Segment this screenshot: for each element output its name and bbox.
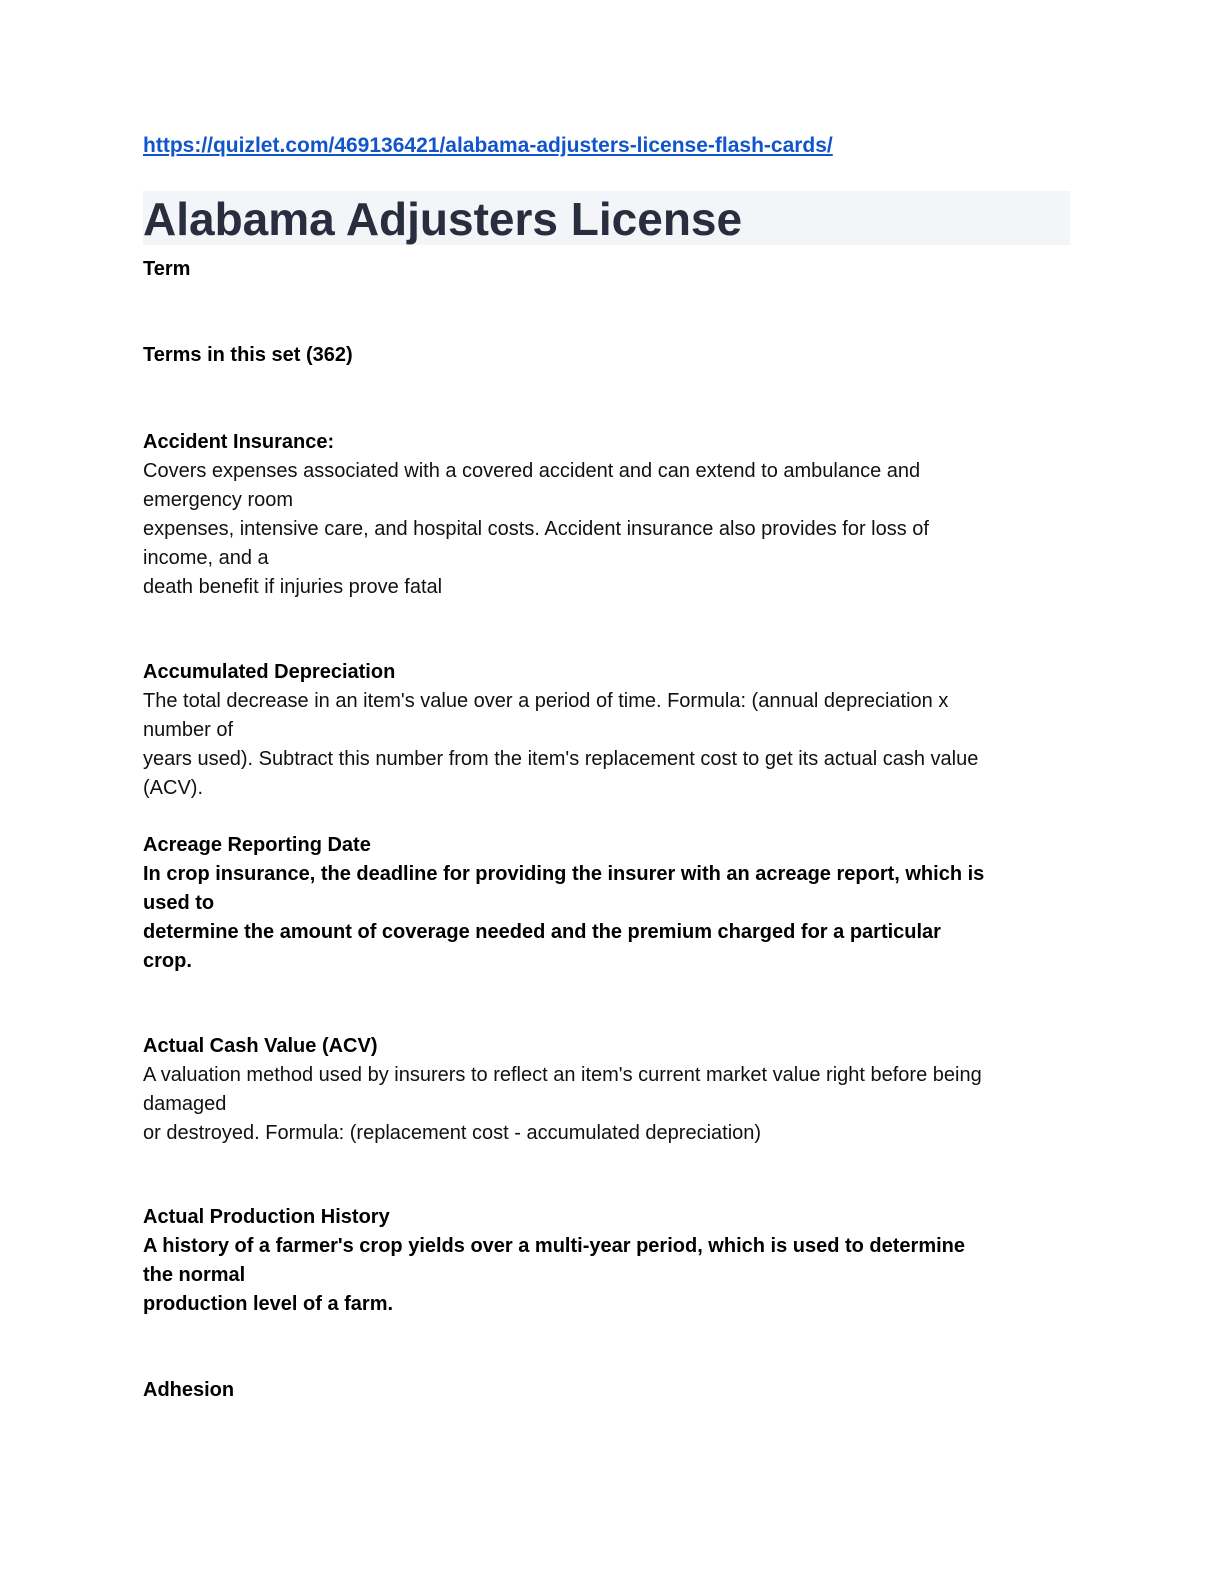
term-entry-accident-insurance [143,428,1070,602]
term-name: Actual Cash Value (ACV) [143,1035,378,1057]
term-definition [143,457,1070,602]
definition-line: (ACV). [143,777,203,799]
term-label: Term [143,258,191,280]
definition-line: income, and a [143,547,269,569]
term-definition [143,860,1070,976]
definition-line: damaged [143,1093,227,1115]
definition-line: the normal [143,1264,246,1286]
term-definition [143,1232,1070,1319]
definition-line: death benefit if injuries prove fatal [143,576,443,598]
definition-line: determine the amount of coverage needed and the premium charged for a particular [143,921,941,943]
term-definition [143,687,1070,803]
definition-line: expenses, intensive care, and hospital costs. Accident insurance also provides for loss of [143,518,929,540]
source-link[interactable]: https://quizlet.com/469136421/alabama-adjusters-license-flash-cards/ [143,134,833,157]
definition-line: years used). Subtract this number from the item's replacement cost to get its actual cash value [143,748,979,770]
term-entry-acreage-reporting-date [143,831,1070,976]
term-name: Accident Insurance: [143,431,335,453]
term-definition [143,1061,1070,1148]
term-entry-adhesion [143,1376,1070,1405]
term-entry-accumulated-depreciation [143,658,1070,803]
term-name: Actual Production History [143,1206,390,1228]
term-name: Adhesion [143,1379,235,1401]
definition-line: production level of a farm. [143,1293,394,1315]
definition-line: emergency room [143,489,294,511]
definition-line: In crop insurance, the deadline for providing the insurer with an acreage report, which is [143,863,985,885]
page-title: Alabama Adjusters License [143,193,743,245]
term-name: Accumulated Depreciation [143,661,396,683]
definition-line: A history of a farmer's crop yields over a multi-year period, which is used to determine [143,1235,966,1257]
definition-line: A valuation method used by insurers to reflect an item's current market value right before being [143,1064,982,1086]
term-entry-actual-cash-value [143,1032,1070,1148]
definition-line: number of [143,719,234,741]
definition-line: The total decrease in an item's value over a period of time. Formula: (annual depreciation x [143,690,949,712]
definition-line: Covers expenses associated with a covered accident and can extend to ambulance and [143,460,921,482]
definition-line: or destroyed. Formula: (replacement cost - accumulated depreciation) [143,1122,762,1144]
definition-line: crop. [143,950,192,972]
term-entry-actual-production-history [143,1203,1070,1319]
term-name: Acreage Reporting Date [143,834,371,856]
definition-line: used to [143,892,215,914]
set-heading: Terms in this set (362) [143,344,353,366]
